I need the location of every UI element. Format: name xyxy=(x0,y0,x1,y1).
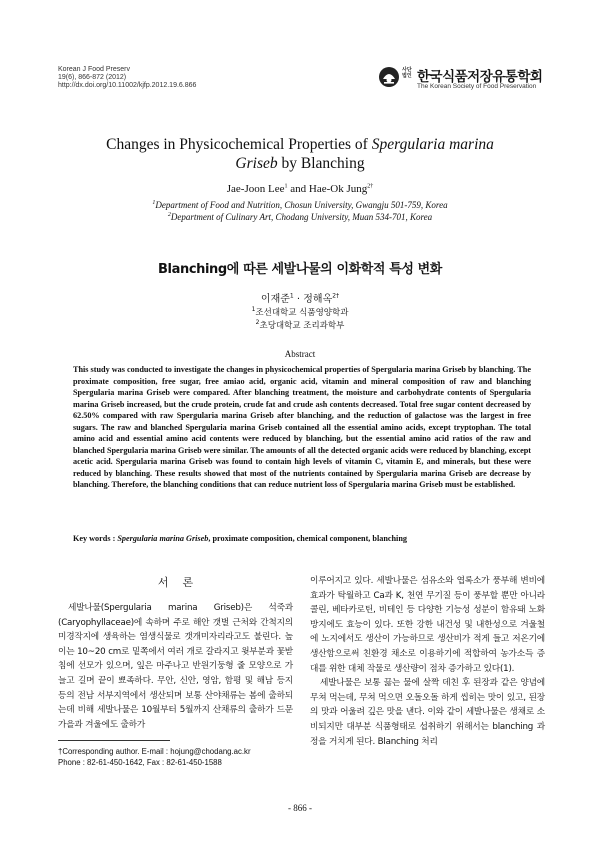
keywords-sep: : xyxy=(110,534,118,543)
society-small-label: 사단법인 xyxy=(402,67,412,79)
author-2-sup: 2† xyxy=(367,183,374,190)
keywords xyxy=(73,534,531,543)
journal-name: Korean J Food Preserv xyxy=(58,66,130,73)
title-species-2: Griseb xyxy=(235,155,278,172)
keywords-species: Spergularia marina Griseb xyxy=(117,534,209,543)
keywords-label: Key words xyxy=(73,534,111,543)
korean-affiliation-2 xyxy=(60,319,540,331)
kaff-1-sup: 1 xyxy=(251,306,256,314)
body-column-left xyxy=(58,574,293,732)
corresponding-author: †Corresponding author. E-mail : hojung@chodang.ac.kr xyxy=(58,747,251,756)
intro-paragraph-1: 세발나물(Spergularia marina Griseb)은 석죽과(Caryophyllaceae)에 속하며 주로 해안 갯벌 근처와 간척지의 미경작지에 생육하는 염생식물로 갯개미자리라고도 불린다. 높이는 10~20 cm로 밑쪽에서 여러 개로 갈라지고 윗부분과 꽃받침에 선모가 있으며, 잎은 마주나고 반원기둥형 줄 모양으로 가늘고 길며 끝이 뾰족하다. 무안, 신안, 영암, 함평 및 해남 등지 등의 전남 서부지역에서 생산되며 보통 산야채류는 봄에 출하되는데 비해 세발나물은 10월부터 5월까지 산채류의 출하가 드문 가을과 겨울에도 출하가 xyxy=(58,603,293,730)
abstract-heading: Abstract xyxy=(284,349,316,359)
footnote xyxy=(58,746,298,768)
kor-author-1-sup: 1 xyxy=(289,292,294,300)
author-2: Hae-Ok Jung xyxy=(308,183,368,195)
korean-title: Blanching에 따른 세발나물의 이화학적 특성 변화 xyxy=(158,262,442,277)
aff-2-text: Department of Culinary Art, Chodang University, Muan 534-701, Korea xyxy=(170,212,433,222)
journal-issue: 19(6), 866-872 (2012) xyxy=(58,74,127,81)
kor-author-1: 이재준 xyxy=(260,294,290,305)
kaff-2-sup: 2 xyxy=(255,319,260,327)
affiliation-2 xyxy=(60,212,540,222)
keywords-rest: , proximate composition, chemical component, blanching xyxy=(208,534,407,543)
author-1-sup: 1 xyxy=(284,183,288,190)
contact-phone: Phone : 82-61-450-1642, Fax : 82-61-450-1588 xyxy=(58,758,222,767)
kor-author-2: 정해옥 xyxy=(303,294,333,305)
paper-title xyxy=(60,135,540,173)
kor-author-2-sup: 2† xyxy=(332,292,340,300)
society-name-en: The Korean Society of Food Preservation xyxy=(417,83,537,90)
authors-and: and xyxy=(287,183,309,195)
title-species: Spergularia marina xyxy=(371,136,494,153)
intro-paragraph-2: 이루어지고 있다. 세발나물은 섬유소와 엽록소가 풍부해 변비에 효과가 탁월하고 Ca과 K, 천연 무기질 등이 풍부할 뿐만 아니라 콜린, 베타카로틴, 비테인 등 다양한 기능성 성분이 함유돼 노화 방지에도 효능이 있다. 또한 강한 내건성 및 내한성으로 겨울철에 노지에서도 생산이 가능하므로 생산비가 적게 들고 저온기에 생산함으로써 친환경 채소로 이용하기에 적합하여 농가소득 증대를 위한 대체 작물로 생산량이 점차 증가하고 있다(1). xyxy=(310,576,545,674)
section-heading: 서론 xyxy=(157,576,208,589)
authors xyxy=(60,183,540,195)
aff-1-text: Department of Food and Nutrition, Chosun University, Gwangju 501-759, Korea xyxy=(155,200,448,210)
journal-info xyxy=(58,66,196,90)
affiliation-1 xyxy=(60,200,540,210)
intro-paragraph-3: 세발나물은 보통 끓는 물에 살짝 데친 후 된장과 같은 양념에 무쳐 먹는데, 무쳐 먹으면 오돌오돌 하게 씹히는 맛이 있고, 된장의 맛과 어울려 깊은 맛을 낸다. 이와 같이 세발나물은 생채로 소비되지만 대부분 식품형태로 섭취하기 위해서는 blanching 과정을 거치게 된다. Blanching 처리 xyxy=(310,678,545,747)
body-column-right xyxy=(310,574,545,749)
society-header xyxy=(378,62,558,92)
society-name-ko: 한국식품저장유통학회 xyxy=(417,69,543,85)
korean-authors xyxy=(60,290,540,305)
aff-1-sup: 1 xyxy=(152,200,156,206)
kaff-2-text: 초당대학교 조리과학부 xyxy=(259,321,345,331)
society-logo-icon xyxy=(378,66,400,88)
title-end: by Blanching xyxy=(277,155,365,172)
aff-2-sup: 2 xyxy=(167,212,171,218)
page-number: - 866 - xyxy=(288,803,312,813)
footnote-rule xyxy=(58,740,170,741)
abstract-text: This study was conducted to investigate the changes in physicochemical properties of Spergularia marina Griseb by blanching. The proximate composition, free sugar, free amiao acid, organic acid, vitamin and mineral composition of raw and blanching Spergularia marina Griseb were compared. After blanching treatment, the moisture and carbohydrate contents of Spergularia marina Griseb increased, but the crude protein, crude fat and crude ash contents decreased. Total free sugar content decreased by 62.50% compared with raw Spergularia marina Griseb after blanching, and the reduction of galactose was the largest in free sugars. The raw and blanched Spergularia marina Griseb contained all the essential amino acids, except tryptophan. The total amino acid and essential amino acid contents were reduced by blanching, but the essential amino acid ratios of the raw and blanched Spergularia marina Griseb were similar. The amounts of all the detected organic acids were reduced by blanching, except acetic acid. Spergularia marina Griseb was found to contain high levels of vitamin C, vitamin E, and minerals, but these were reduced by blanching. These results showed that most of the nutrients contained by Spergularia marina Griseb are decrease by blanching. Therefore, the blanching conditions that can reduce nutrient loss of Spergularia marina Griseb must be established. xyxy=(73,365,531,489)
title-start: Changes in Physicochemical Properties of xyxy=(106,136,372,153)
kaff-1-text: 조선대학교 식품영양학과 xyxy=(255,308,349,318)
journal-doi[interactable]: http://dx.doi.org/10.11002/kjfp.2012.19.6.866 xyxy=(58,82,197,89)
author-1: Jae-Joon Lee xyxy=(226,183,285,195)
korean-affiliation-1 xyxy=(60,306,540,318)
kor-authors-sep: · xyxy=(293,294,304,305)
